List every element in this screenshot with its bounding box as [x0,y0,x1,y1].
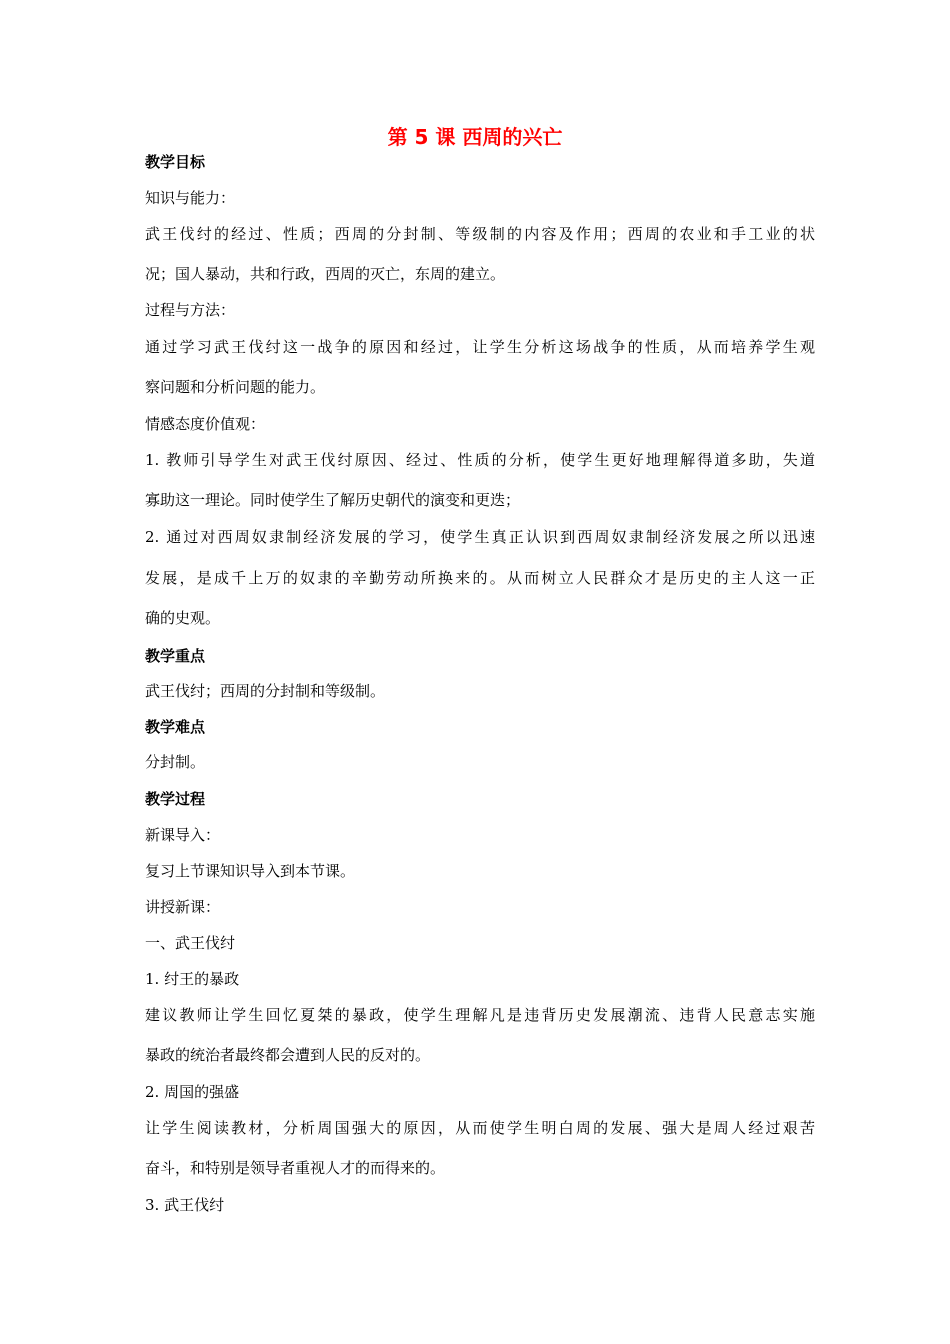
paragraph-line: 奋斗，和特别是领导者重视人才的而得来的。 [145,1159,446,1177]
part-heading: 一、武王伐纣 [145,934,236,952]
section-heading-difficulties: 教学难点 [145,718,206,736]
subheading-process: 过程与方法： [145,301,236,319]
list-item-line: 确的史观。 [145,609,221,627]
paragraph-line: 让学生阅读教材，分析周国强大的原因，从而使学生明白周的发展、强大是周人经过艰苦 [145,1119,815,1137]
subheading-knowledge: 知识与能力： [145,189,236,207]
paragraph-line: 建议教师让学生回忆夏桀的暴政，使学生理解凡是违背历史发展潮流、违背人民意志实施 [145,1006,815,1024]
list-item-line: 寡助这一理论。同时使学生了解历史朝代的演变和更迭； [145,491,521,509]
list-item-line: 发展，是成千上万的奴隶的辛勤劳动所换来的。从而树立人民群众才是历史的主人这一正 [145,569,815,587]
paragraph-line: 察问题和分析问题的能力。 [145,378,326,396]
list-item-label: 1. 纣王的暴政 [145,970,240,988]
list-item-line: 1. 教师引导学生对武王伐纣原因、经过、性质的分析，使学生更好地理解得道多助，失道 [145,451,815,469]
subheading-emotion: 情感态度价值观： [145,415,266,433]
section-heading-key-points: 教学重点 [145,647,206,665]
paragraph-line: 况；国人暴动，共和行政，西周的灭亡，东周的建立。 [145,265,506,283]
subheading-intro: 新课导入： [145,826,221,844]
section-heading-process: 教学过程 [145,790,206,808]
list-item-line: 2. 通过对西周奴隶制经济发展的学习，使学生真正认识到西周奴隶制经济发展之所以迅速 [145,528,815,546]
paragraph-line: 通过学习武王伐纣这一战争的原因和经过，让学生分析这场战争的性质，从而培养学生观 [145,338,815,356]
paragraph-line: 武王伐纣的经过、性质；西周的分封制、等级制的内容及作用；西周的农业和手工业的状 [145,225,815,243]
paragraph-line: 复习上节课知识导入到本节课。 [145,862,356,880]
paragraph-line: 分封制。 [145,753,206,771]
list-item-label: 2. 周国的强盛 [145,1083,240,1101]
list-item-label: 3. 武王伐纣 [145,1196,225,1214]
paragraph-line: 武王伐纣；西周的分封制和等级制。 [145,682,386,700]
subheading-new-lesson: 讲授新课： [145,898,221,916]
paragraph-line: 暴政的统治者最终都会遭到人民的反对的。 [145,1046,431,1064]
section-heading-objectives: 教学目标 [145,153,206,171]
document-title: 第 5 课 西周的兴亡 [387,125,563,149]
